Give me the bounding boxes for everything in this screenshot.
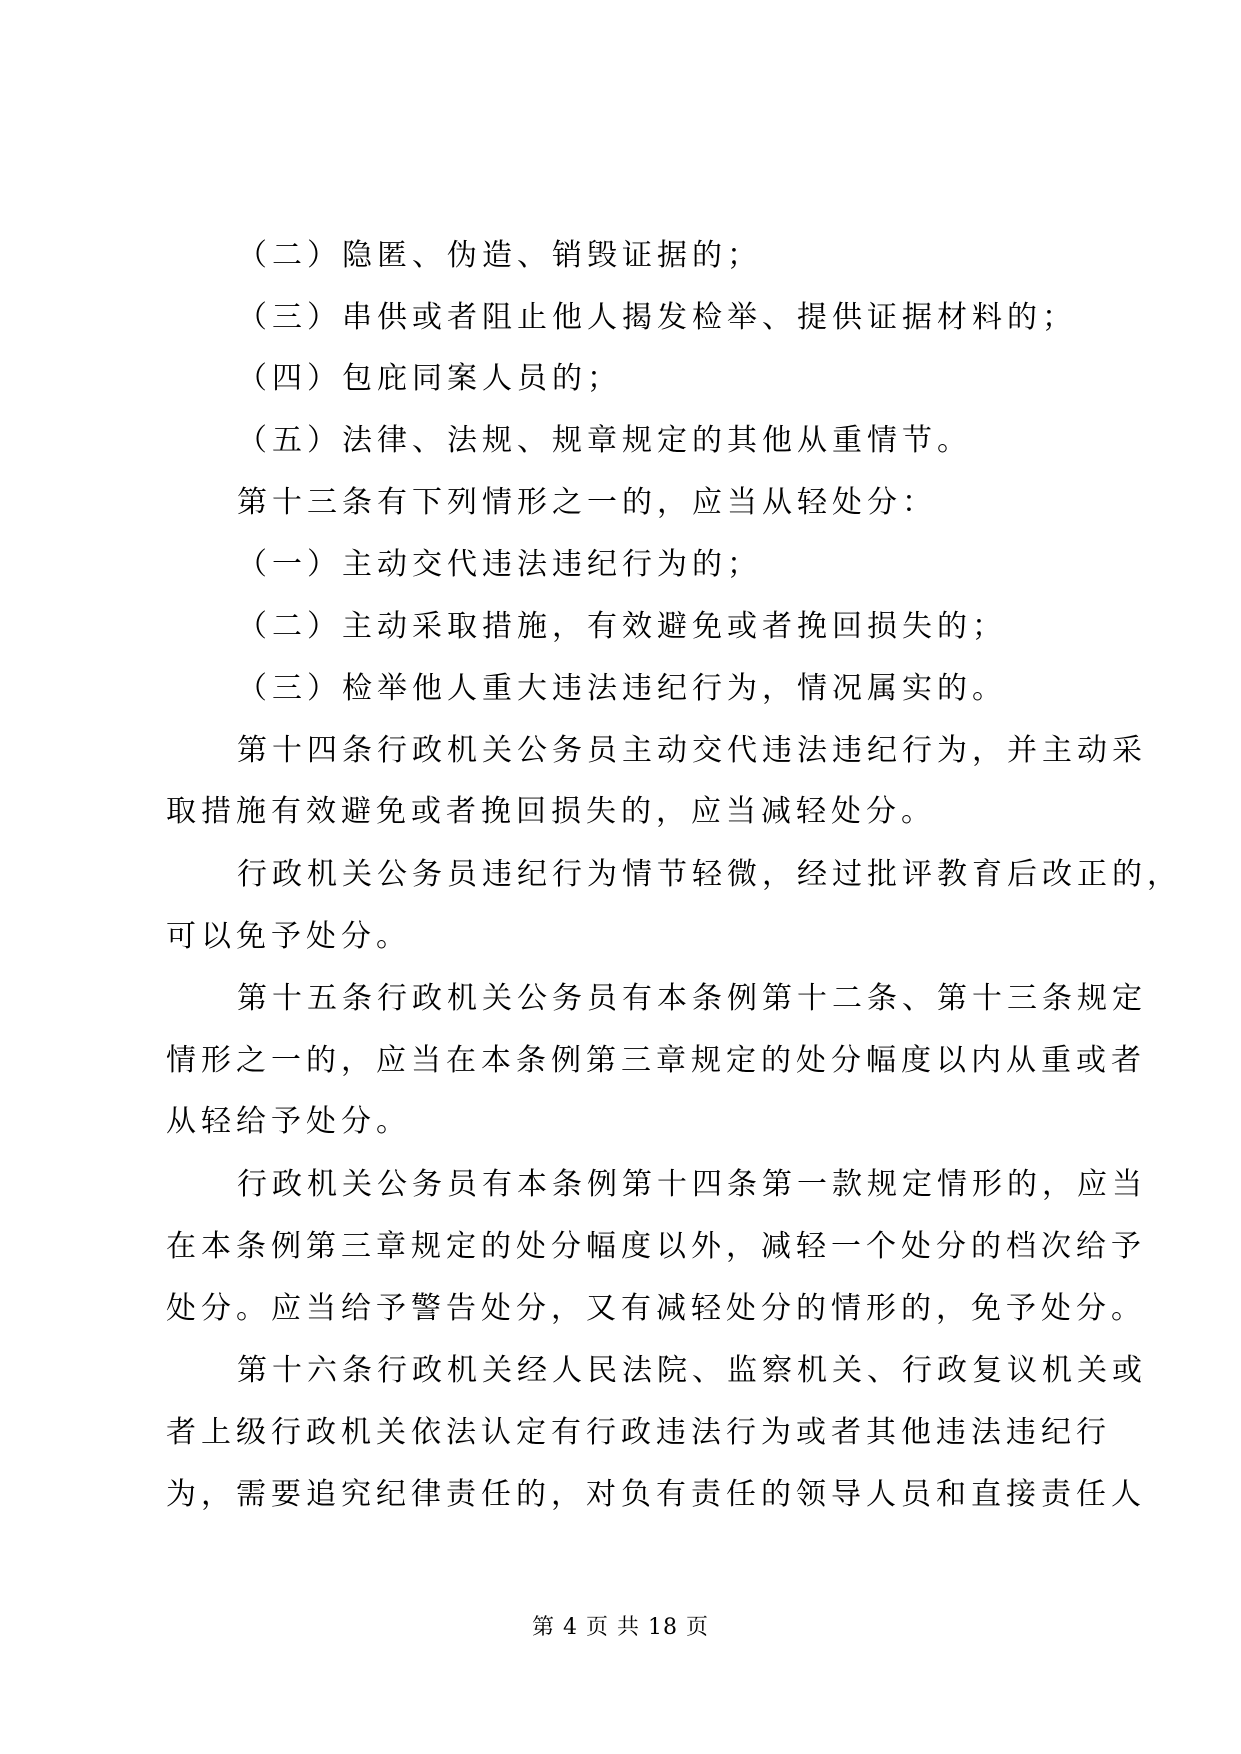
text-line: 在本条例第三章规定的处分幅度以外，减轻一个处分的档次给予	[166, 1229, 1146, 1264]
text-line: （四）包庇同案人员的；	[237, 361, 622, 396]
text-line: 第十四条行政机关公务员主动交代违法违纪行为，并主动采	[237, 733, 1147, 768]
text-line: 从轻给予处分。	[166, 1104, 411, 1139]
text-line: 第十三条有下列情形之一的，应当从轻处分：	[237, 485, 937, 520]
text-line: 第十五条行政机关公务员有本条例第十二条、第十三条规定	[237, 981, 1147, 1016]
text-line: 第十六条行政机关经人民法院、监察机关、行政复议机关或	[237, 1353, 1147, 1388]
text-line: 者上级行政机关依法认定有行政违法行为或者其他违法违纪行	[166, 1415, 1111, 1450]
text-line: 行政机关公务员有本条例第十四条第一款规定情形的，应当	[237, 1167, 1147, 1202]
text-line: （二）隐匿、伪造、销毁证据的；	[237, 238, 762, 273]
text-line: 处分。应当给予警告处分，又有减轻处分的情形的，免予处分。	[166, 1291, 1146, 1326]
text-line: 行政机关公务员违纪行为情节轻微，经过批评教育后改正的，	[237, 857, 1182, 892]
text-line: （三）检举他人重大违法违纪行为，情况属实的。	[237, 671, 1007, 706]
text-line: 情形之一的，应当在本条例第三章规定的处分幅度以内从重或者	[166, 1043, 1146, 1078]
text-line: 取措施有效避免或者挽回损失的，应当减轻处分。	[166, 794, 936, 829]
page-number-footer: 第 4 页 共 18 页	[532, 1615, 709, 1640]
text-line: 为，需要追究纪律责任的，对负有责任的领导人员和直接责任人	[166, 1477, 1146, 1512]
text-line: （二）主动采取措施，有效避免或者挽回损失的；	[237, 609, 1007, 644]
text-line: 可以免予处分。	[166, 919, 411, 954]
text-line: （五）法律、法规、规章规定的其他从重情节。	[237, 423, 972, 458]
text-line: （一）主动交代违法违纪行为的；	[237, 547, 762, 582]
text-line: （三）串供或者阻止他人揭发检举、提供证据材料的；	[237, 300, 1077, 335]
